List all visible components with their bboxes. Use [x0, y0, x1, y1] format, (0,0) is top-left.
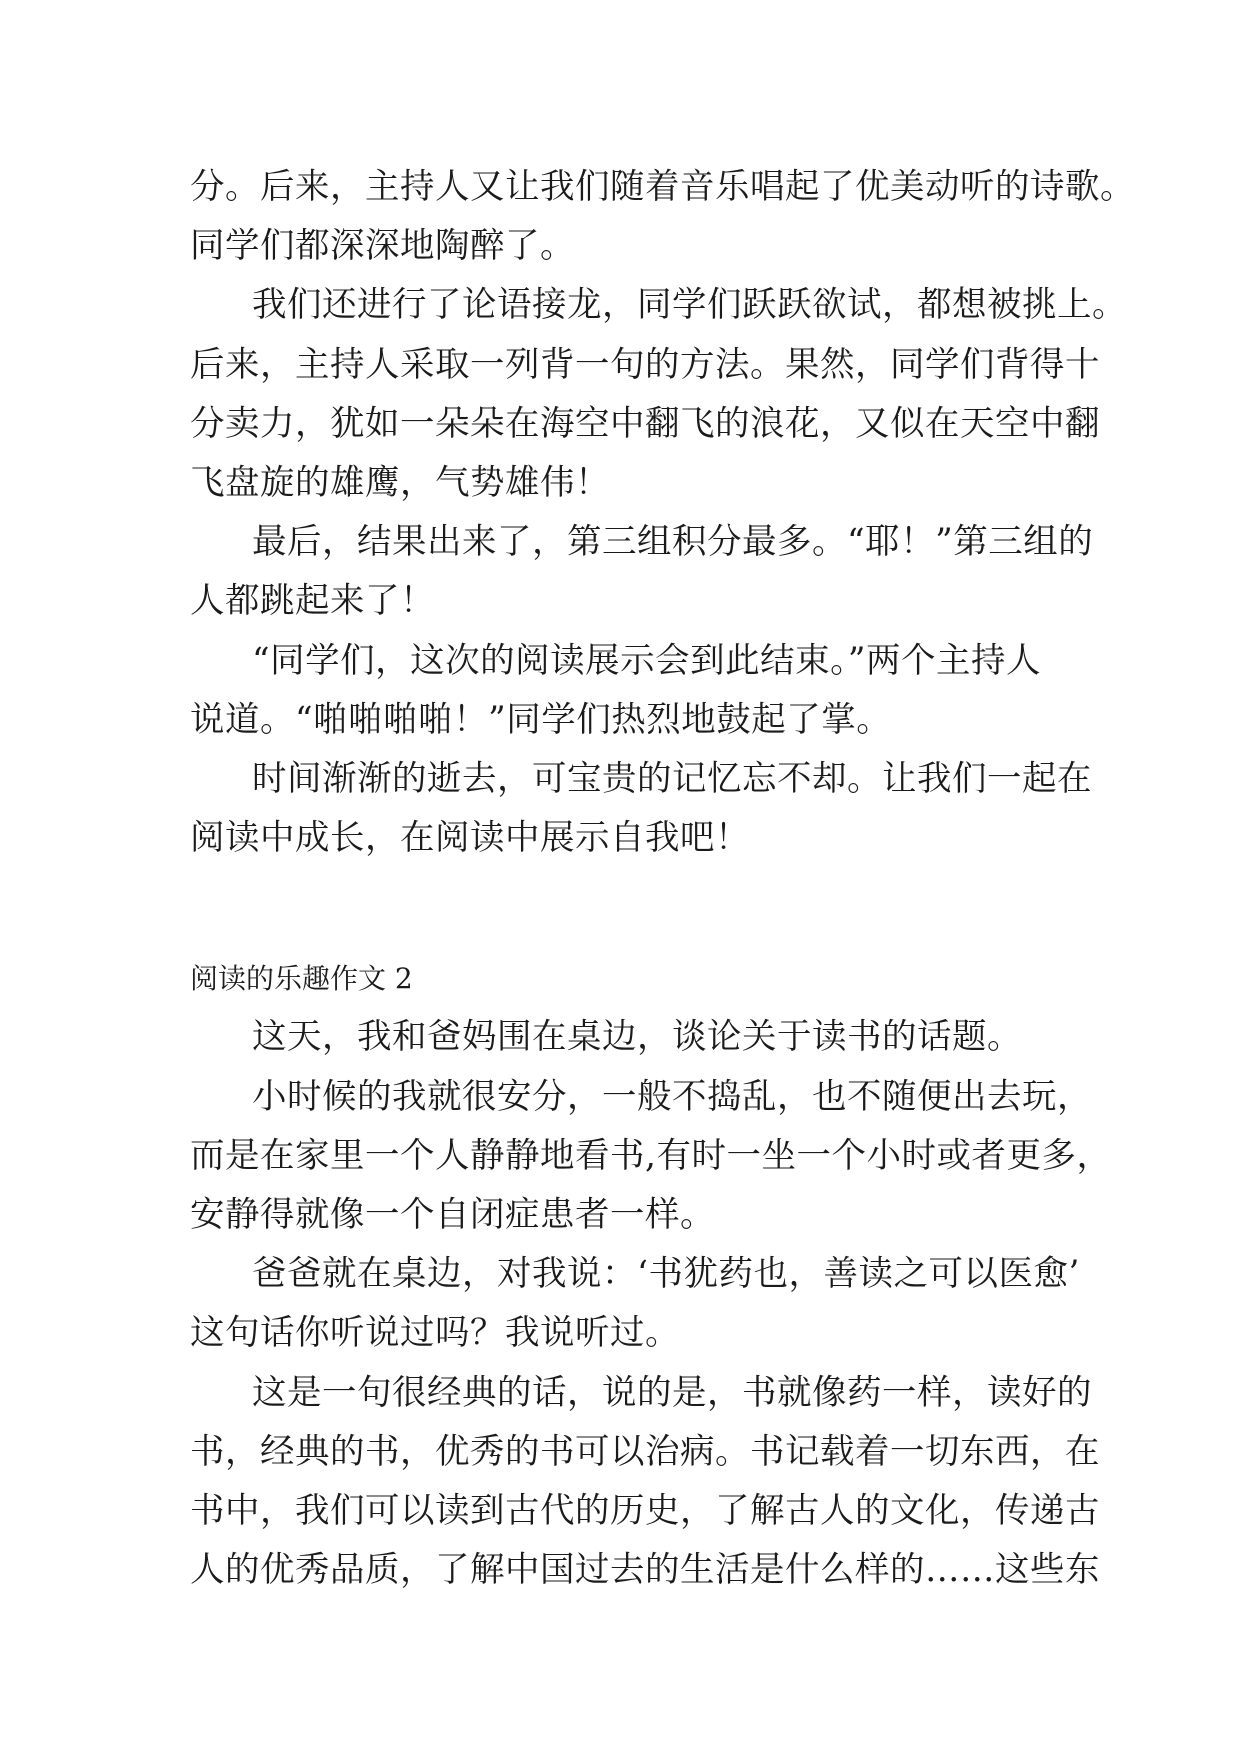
text-line: 阅读中成长，在阅读中展示自我吧！ [190, 818, 750, 859]
paragraph-book-as-medicine [190, 1364, 1100, 1601]
text-line: 最后，结果出来了，第三组积分最多。“耶！”第三组的 [252, 522, 1094, 563]
text-line: 爸爸就在桌边，对我说：‘书犹药也，善读之可以医愈’ [252, 1254, 1080, 1295]
section-spacer [190, 868, 1055, 949]
text-line: 这句话你听说过吗？我说听过。 [190, 1313, 680, 1354]
text-line: 小时候的我就很安分，一般不捣乱，也不随便出去玩， [252, 1076, 1092, 1117]
text-line: 说道。“啪啪啪啪！”同学们热烈地鼓起了掌。 [190, 699, 892, 740]
text-line: 我们还进行了论语接龙，同学们跃跃欲试，都想被挑上。 [252, 285, 1127, 326]
section-heading: 阅读的乐趣作文 2 [190, 962, 413, 996]
text-line: 同学们都深深地陶醉了。 [190, 226, 575, 267]
text-line: 而是在家里一个人静静地看书,有时一坐一个小时或者更多， [190, 1135, 1112, 1176]
paragraph-continuation [190, 158, 1135, 276]
paragraph-intro [190, 1008, 1055, 1067]
text-line: 分卖力，犹如一朵朵在海空中翻飞的浪花，又似在天空中翻 [190, 403, 1100, 444]
text-line: 人都跳起来了！ [190, 581, 435, 622]
text-line: 安静得就像一个自闭症患者一样。 [190, 1195, 715, 1235]
paragraph-analects-relay [190, 276, 1127, 513]
paragraph-childhood [190, 1068, 1112, 1246]
text-line: 书，经典的书，优秀的书可以治病。书记载着一切东西，在 [190, 1431, 1100, 1472]
document-body [190, 158, 1135, 1600]
paragraph-closing-remarks [190, 632, 1055, 750]
paragraph-father-quote [190, 1245, 1080, 1363]
text-line: 后来，主持人采取一列背一句的方法。果然，同学们背得十 [190, 344, 1100, 385]
text-line: 时间渐渐的逝去，可宝贵的记忆忘不却。让我们一起在 [252, 758, 1092, 799]
text-line: 飞盘旋的雄鹰，气势雄伟！ [190, 462, 610, 503]
text-line: “同学们，这次的阅读展示会到此结束。”两个主持人 [252, 640, 1042, 681]
paragraph-results [190, 513, 1094, 631]
paragraph-conclusion [190, 750, 1092, 868]
text-line: 分。后来，主持人又让我们随着音乐唱起了优美动听的诗歌。 [190, 167, 1135, 207]
text-line: 书中，我们可以读到古代的历史，了解古人的文化，传递古 [190, 1490, 1100, 1531]
text-line: 这是一句很经典的话，说的是，书就像药一样，读好的 [252, 1372, 1092, 1413]
text-line: 人的优秀品质，了解中国过去的生活是什么样的……这些东 [190, 1550, 1100, 1591]
text-line: 这天，我和爸妈围在桌边，谈论关于读书的话题。 [252, 1017, 1022, 1058]
